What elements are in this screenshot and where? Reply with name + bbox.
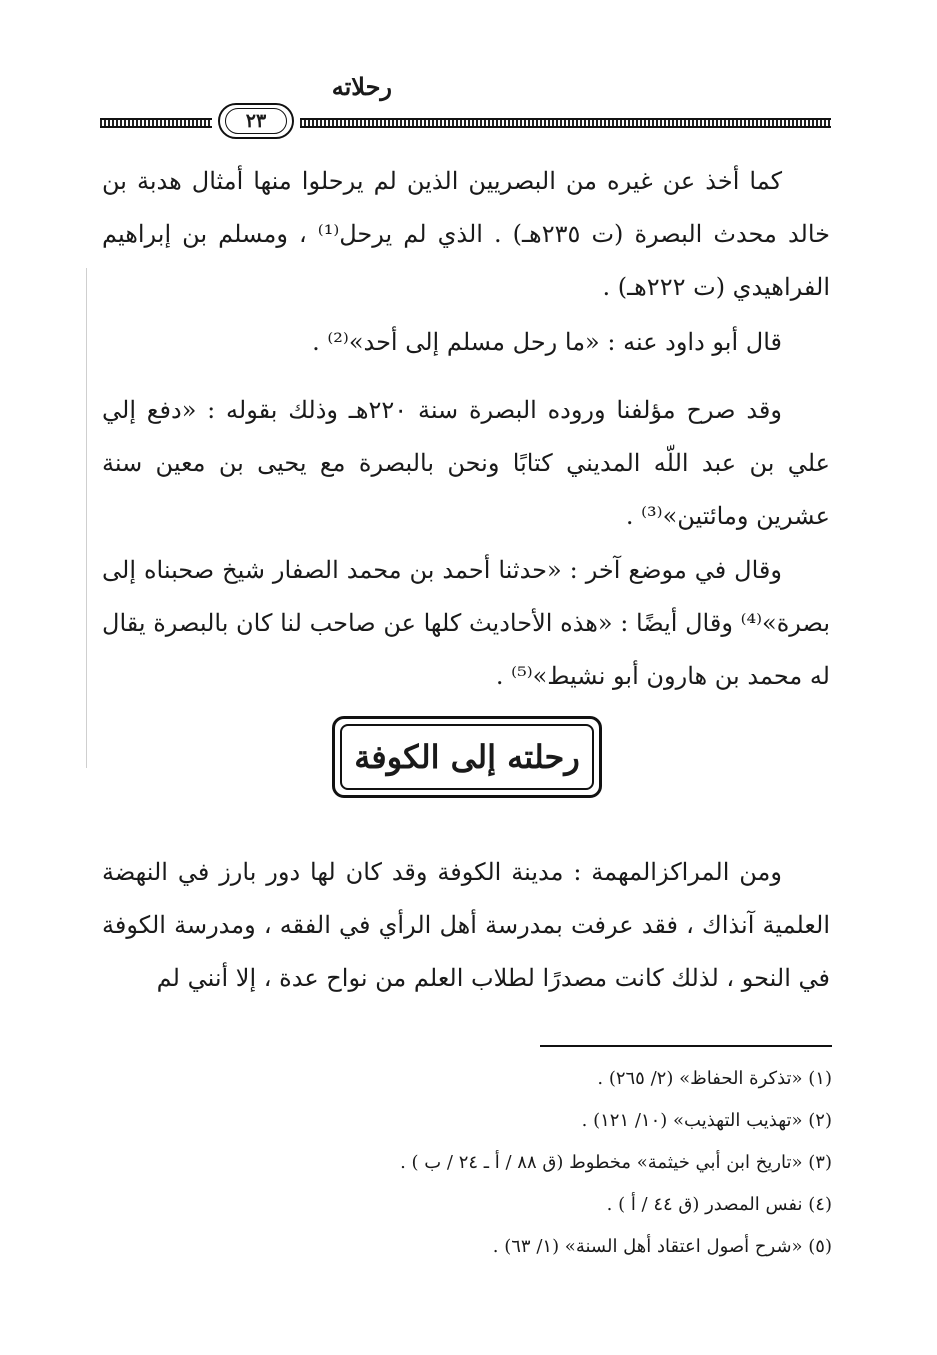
footnote-separator bbox=[540, 1045, 832, 1047]
footnote-3: (٣) «تاريخ ابن أبي خيثمة» مخطوط (ق ٨٨ / أ ـ ٢٤ / ب ) . bbox=[400, 1152, 832, 1173]
footnote-4: (٤) نفس المصدر (ق ٤٤ / أ ) . bbox=[606, 1194, 832, 1215]
paragraph-5: ومن المراكزالمهمة : مدينة الكوفة وقد كان لها دور بارز في النهضة العلمية آنذاك ، فقد عرفت بمدرسة أهل الرأي في الفقه ، ومدرسة الكوفة في النحو ، لذلك كانت مصدرًا لطلاب العلم من نواح عدة ، إلا أنني لم bbox=[102, 858, 830, 992]
footnotes bbox=[300, 1058, 832, 1268]
paragraph-3: وقد صرح مؤلفنا وروده البصرة سنة ٢٢٠هـ وذلك بقوله : «دفع إلي علي بن عبد اللّه المديني كتابًا ونحن بالبصرة مع يحيى بن معين سنة عشرين ومائتين»⁽³⁾ . bbox=[102, 396, 830, 530]
paragraph-2: قال أبو داود عنه : «ما رحل مسلم إلى أحد»⁽²⁾ . bbox=[312, 328, 782, 356]
section-heading-frame bbox=[332, 716, 602, 798]
footnote-5: (٥) «شرح أصول اعتقاد أهل السنة» (١/ ٦٣) . bbox=[492, 1236, 832, 1257]
header-rule-right bbox=[300, 118, 831, 128]
footnote-2: (٢) «تهذيب التهذيب» (١٠/ ١٢١) . bbox=[581, 1110, 832, 1131]
running-title: رحلاته bbox=[331, 72, 392, 101]
page-number: ٢٣ bbox=[225, 108, 287, 134]
paragraph-1: كما أخذ عن غيره من البصريين الذين لم يرحلوا منها أمثال هدبة بن خالد محدث البصرة (ت ٢٣٥هـ) . الذي لم يرحل⁽¹⁾ ، ومسلم بن إبراهيم الفراهيدي (ت ٢٢٢هـ) . bbox=[102, 167, 831, 301]
header-rule-left bbox=[100, 118, 212, 128]
section-heading: رحلته إلى الكوفة bbox=[340, 724, 594, 790]
page-number-badge bbox=[218, 103, 294, 139]
footnote-1: (١) «تذكرة الحفاظ» (٢/ ٢٦٥) . bbox=[597, 1068, 832, 1089]
margin-line bbox=[86, 268, 87, 768]
paragraph-4: وقال في موضع آخر : «حدثنا أحمد بن محمد الصفار شيخ صحبناه إلى بصرة»⁽⁴⁾ وقال أيضًا : «هذه الأحاديث كلها عن صاحب لنا كان بالبصرة يقال له محمد بن هارون أبو نشيط»⁽⁵⁾ . bbox=[102, 556, 830, 690]
